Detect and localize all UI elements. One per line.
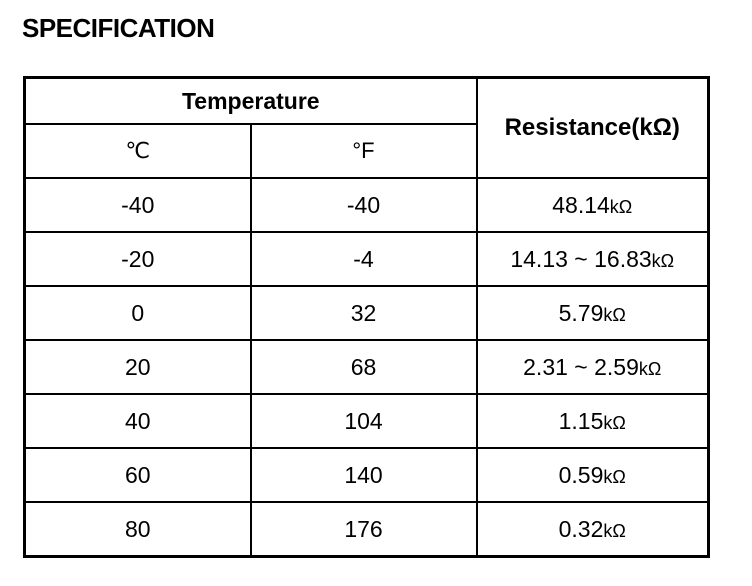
fahrenheit-cell: 176: [251, 502, 477, 557]
resistance-value: 48.14: [552, 191, 610, 218]
celsius-cell: 20: [25, 340, 251, 394]
resistance-header: Resistance(kΩ): [477, 78, 709, 179]
celsius-cell: 80: [25, 502, 251, 557]
table-row: [25, 286, 709, 340]
resistance-cell: [477, 502, 709, 557]
table-row: [25, 502, 709, 557]
specification-table: [23, 76, 710, 558]
celsius-header: ℃: [25, 124, 251, 178]
fahrenheit-cell: -4: [251, 232, 477, 286]
fahrenheit-header: °F: [251, 124, 477, 178]
resistance-value: 5.79: [558, 299, 604, 326]
fahrenheit-cell: 68: [251, 340, 477, 394]
resistance-value: 2.31 ~ 2.59: [523, 353, 639, 380]
resistance-unit: kΩ: [603, 304, 626, 325]
resistance-cell: [477, 232, 709, 286]
resistance-value: 1.15: [558, 407, 604, 434]
table-row: [25, 448, 709, 502]
celsius-cell: -20: [25, 232, 251, 286]
celsius-cell: 0: [25, 286, 251, 340]
table-row: [25, 394, 709, 448]
celsius-cell: -40: [25, 178, 251, 232]
resistance-cell: [477, 340, 709, 394]
resistance-value: 0.59: [558, 461, 604, 488]
resistance-unit: kΩ: [638, 358, 662, 379]
resistance-cell: [477, 448, 709, 502]
resistance-value: 14.13 ~ 16.83: [510, 245, 652, 272]
fahrenheit-cell: 104: [251, 394, 477, 448]
resistance-cell: [477, 394, 709, 448]
resistance-value: 0.32: [558, 515, 604, 542]
resistance-cell: [477, 178, 709, 232]
resistance-unit: kΩ: [603, 520, 626, 541]
table-row: [25, 178, 709, 232]
table-header-row: [25, 78, 709, 125]
celsius-cell: 40: [25, 394, 251, 448]
table-row: [25, 340, 709, 394]
resistance-cell: [477, 286, 709, 340]
fahrenheit-cell: -40: [251, 178, 477, 232]
specification-heading: SPECIFICATION: [22, 13, 215, 43]
fahrenheit-cell: 32: [251, 286, 477, 340]
resistance-unit: kΩ: [603, 466, 626, 487]
resistance-unit: kΩ: [603, 412, 626, 433]
celsius-cell: 60: [25, 448, 251, 502]
temperature-header: Temperature: [25, 78, 477, 125]
table-row: [25, 232, 709, 286]
resistance-unit: kΩ: [651, 250, 675, 271]
fahrenheit-cell: 140: [251, 448, 477, 502]
resistance-unit: kΩ: [609, 196, 633, 217]
